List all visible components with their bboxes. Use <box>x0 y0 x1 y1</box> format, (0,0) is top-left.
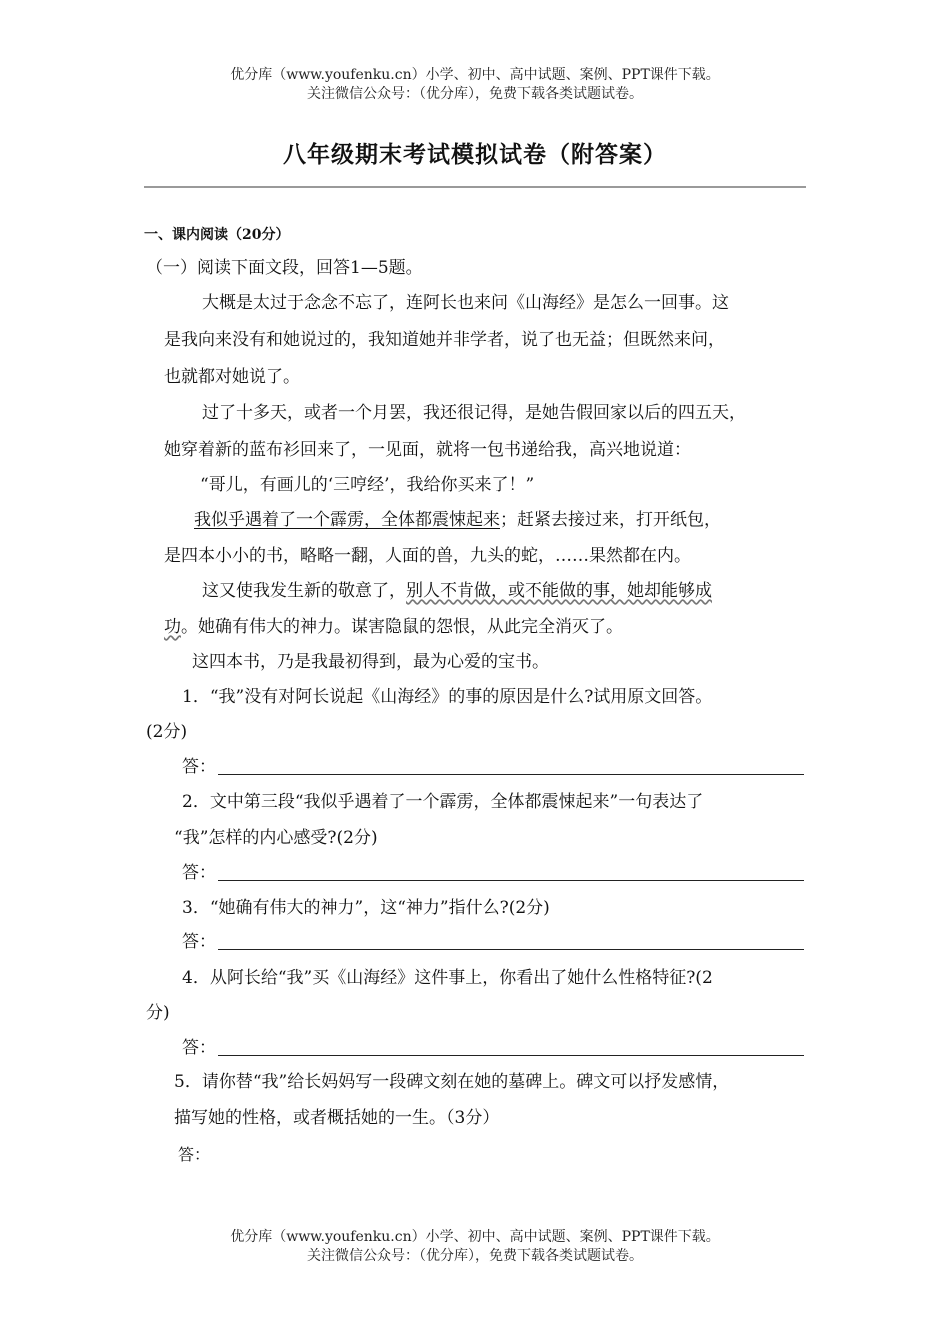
question-4-line2: 分) <box>146 1003 170 1023</box>
question-5-line1: 5．请你替“我”给长妈妈写一段碑文刻在她的墓碑上。碑文可以抒发感情， <box>174 1072 730 1092</box>
answer-3-line[interactable] <box>218 949 804 950</box>
question-4-line1: 4．从阿长给“我”买《山海经》这件事上，你看出了她什么性格特征?(2 <box>182 968 713 988</box>
answer-1-line[interactable] <box>218 774 804 775</box>
passage-p5-line1-lead: 这又使我发生新的敬意了， <box>202 581 406 601</box>
passage-p1-line1: 大概是太过于念念不忘了，连阿长也来问《山海经》是怎么一回事。这 <box>202 293 729 313</box>
answer-4-line[interactable] <box>218 1055 804 1056</box>
answer-2-label: 答： <box>182 863 216 883</box>
title-divider <box>144 186 806 188</box>
question-3: 3．“她确有伟大的神力”，这“神力”指什么?(2分) <box>182 898 550 918</box>
section-sub-heading: （一）阅读下面文段，回答1—5题。 <box>146 258 423 278</box>
passage-p4-line2: 是四本小小的书，略略一翻，人面的兽，九头的蛇，……果然都在内。 <box>164 546 691 566</box>
page-title: 八年级期末考试模拟试卷（附答案） <box>283 141 667 168</box>
header-line-2: 关注微信公众号：（优分库），免费下载各类试题试卷。 <box>307 86 643 102</box>
question-2-line2: “我”怎样的内心感受?(2分) <box>174 828 378 848</box>
footer-line-1: 优分库（www.youfenku.cn）小学、初中、高中试题、案例、PPT课件下载。 <box>230 1229 720 1245</box>
question-1-line2: (2分) <box>146 722 188 742</box>
passage-p4-line1 <box>194 509 721 531</box>
answer-2-line[interactable] <box>218 880 804 881</box>
answer-1-label: 答： <box>182 757 216 777</box>
wavy-underlined-text-end: 功 <box>164 617 181 637</box>
passage-p3: “哥儿，有画儿的‘三哼经’，我给你买来了！” <box>200 475 535 495</box>
answer-5-label: 答： <box>178 1145 211 1164</box>
passage-p1-line2: 是我向来没有和她说过的，我知道她并非学者，说了也无益；但既然来问， <box>164 330 725 350</box>
question-2-line1: 2．文中第三段“我似乎遇着了一个霹雳，全体都震悚起来”一句表达了 <box>182 792 704 812</box>
passage-p6: 这四本书，乃是我最初得到，最为心爱的宝书。 <box>192 652 549 672</box>
answer-4-label: 答： <box>182 1038 216 1058</box>
header-line-1: 优分库（www.youfenku.cn）小学、初中、高中试题、案例、PPT课件下载。 <box>230 67 720 83</box>
passage-p5-line2 <box>164 616 623 638</box>
passage-p5-line2-rest: 。她确有伟大的神力。谋害隐鼠的怨恨，从此完全消灭了。 <box>181 617 623 637</box>
passage-p1-line3: 也就都对她说了。 <box>164 367 300 387</box>
passage-p5-line1 <box>202 580 712 602</box>
question-1-line1: 1．“我”没有对阿长说起《山海经》的事的原因是什么?试用原文回答。 <box>182 687 713 707</box>
answer-3-label: 答： <box>182 932 216 952</box>
footer-line-2: 关注微信公众号：（优分库），免费下载各类试题试卷。 <box>307 1248 643 1264</box>
passage-p4-line1-rest: ；赶紧去接过来，打开纸包， <box>500 510 721 530</box>
wavy-underlined-text: 别人不肯做，或不能做的事，她却能够成 <box>406 581 712 601</box>
underlined-sentence: 我似乎遇着了一个霹雳，全体都震悚起来 <box>194 510 500 530</box>
passage-p2-line1: 过了十多天，或者一个月罢，我还很记得，是她告假回家以后的四五天， <box>202 403 746 423</box>
question-5-line2: 描写她的性格，或者概括她的一生。（3分） <box>174 1108 500 1128</box>
section-heading: 一、课内阅读（20分） <box>144 227 290 243</box>
passage-p2-line2: 她穿着新的蓝布衫回来了，一见面，就将一包书递给我，高兴地说道： <box>164 440 691 460</box>
